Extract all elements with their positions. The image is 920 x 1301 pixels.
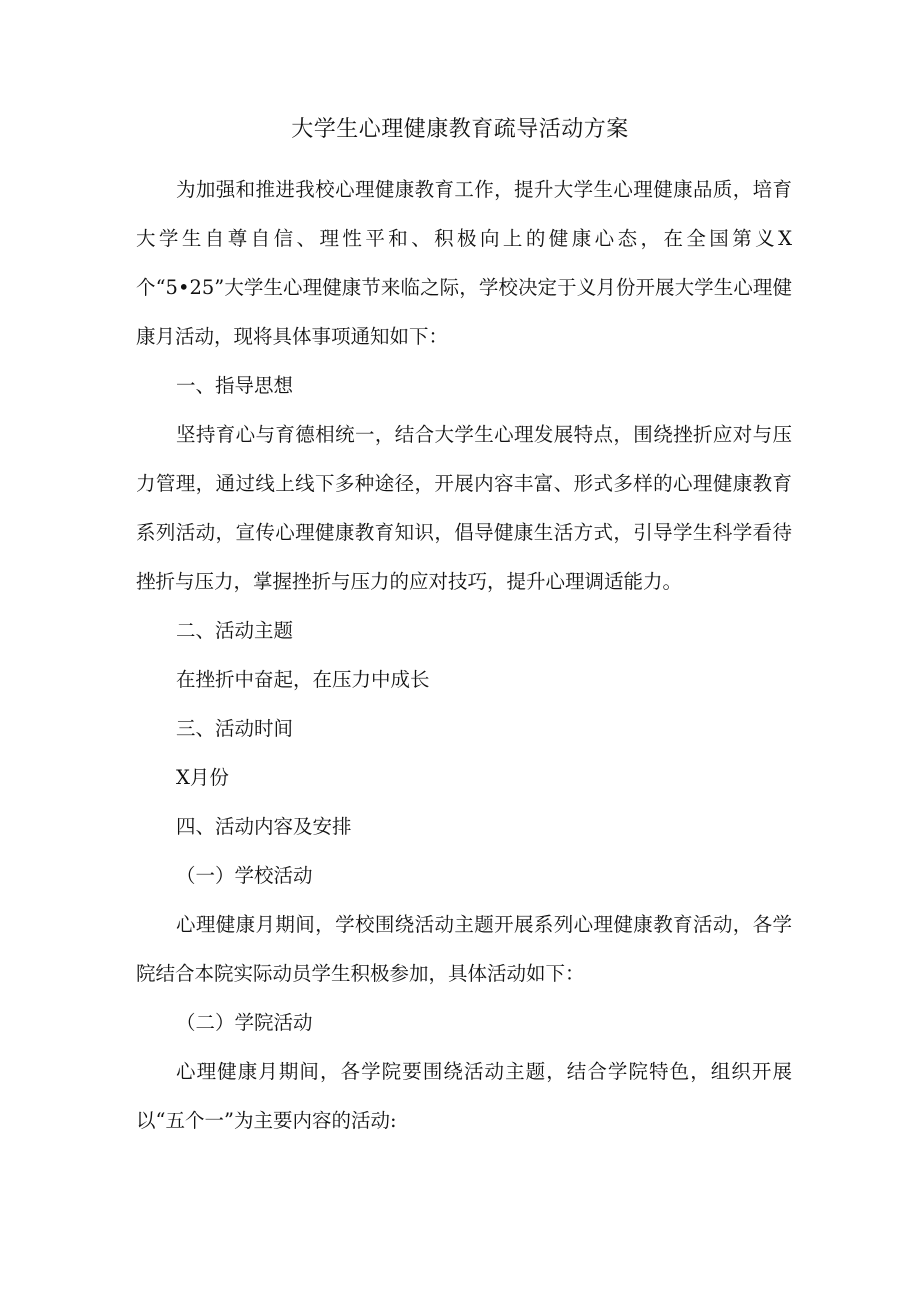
document-title: 大学生心理健康教育疏导活动方案 [291, 117, 629, 142]
section-heading-guiding-ideology: 一、指导思想 [176, 374, 294, 397]
subsection-heading-college-activities: （二）学院活动 [176, 1011, 313, 1034]
document-body [136, 165, 792, 1145]
intro-paragraph: 为加强和推进我校心理健康教育工作，提升大学生心理健康品质，培育大学生自尊自信、理性平和、积极向上的健康心态，在全国第义X个“5•25”大学生心理健康节来临之际，学校决定于义月份开展大学生心理健康月活动，现将具体事项通知如下： [136, 178, 792, 348]
school-activities-paragraph: 心理健康月期间，学校围绕活动主题开展系列心理健康教育活动，各学院结合本院实际动员学生积极参加，具体活动如下： [136, 913, 792, 985]
section-heading-activity-time: 三、活动时间 [176, 717, 294, 740]
college-activities-paragraph: 心理健康月期间，各学院要围绕活动主题，结合学院特色，组织开展以“五个一”为主要内容的活动: [136, 1060, 792, 1132]
section-heading-activity-content: 四、活动内容及安排 [176, 815, 352, 838]
guiding-ideology-paragraph: 坚持育心与育德相统一，结合大学生心理发展特点，围绕挫折应对与压力管理，通过线上线下多种途径，开展内容丰富、形式多样的心理健康教育系列活动，宣传心理健康教育知识，倡导健康生活方式，引导学生科学看待挫折与压力，掌握挫折与压力的应对技巧，提升心理调适能力。 [136, 423, 792, 593]
activity-time-text: X月份 [176, 766, 229, 789]
activity-theme-text: 在挫折中奋起，在压力中成长 [176, 668, 430, 691]
section-heading-activity-theme: 二、活动主题 [176, 619, 294, 642]
subsection-heading-school-activities: （一）学校活动 [176, 864, 313, 887]
